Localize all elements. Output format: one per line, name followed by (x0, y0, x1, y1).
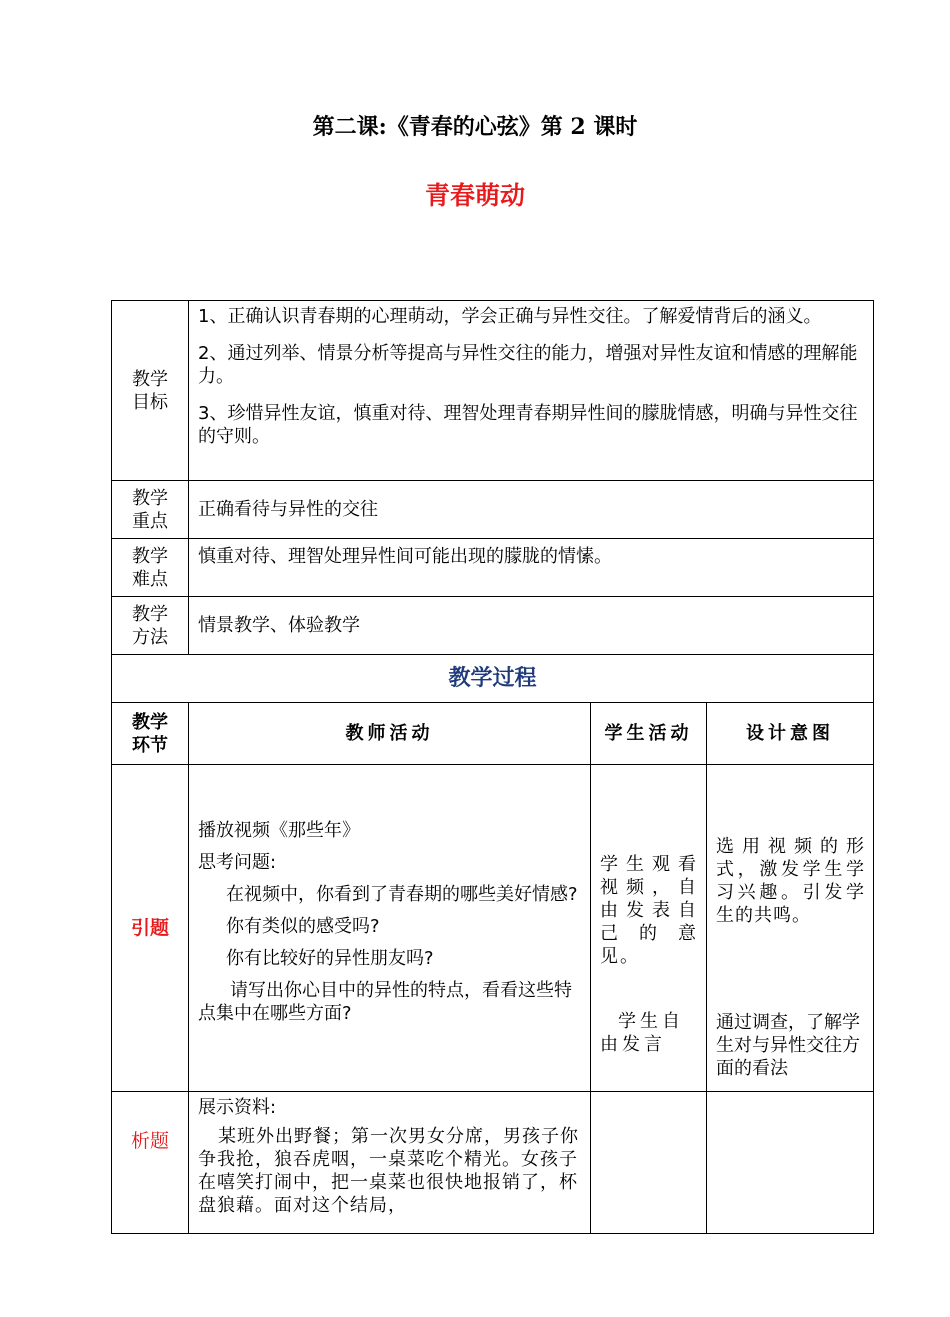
objectives-content (189, 301, 874, 481)
column-header-teacher: 教师活动 (189, 703, 591, 765)
teacher-line: 在视频中，你看到了青春期的哪些美好情感? (226, 884, 578, 905)
design-intent (707, 1092, 874, 1234)
teacher-line: 你有比较好的异性朋友吗? (226, 948, 434, 969)
student-activity (591, 1092, 707, 1234)
column-header-student: 学生活动 (591, 703, 707, 765)
teacher-line: 请写出你心目中的异性的特点，看看这些特点集中在哪些方面? (198, 980, 572, 1024)
process-row-intro (112, 765, 874, 1092)
key-points-row (112, 481, 874, 539)
process-title: 教学过程 (112, 655, 874, 703)
objective-item: 1、正确认识青春期的心理萌动，学会正确与异性交往。了解爱情背后的涵义。 (198, 306, 822, 327)
objective-item: 3、珍惜异性友谊，慎重对待、理智处理青春期异性间的朦胧情感，明确与异性交往的守则。 (198, 403, 858, 447)
teacher-line: 某班外出野餐；第一次男女分席，男孩子你争我抢，狼吞虎咽，一桌菜吃个精光。女孩子在嘻笑打闹中，把一桌菜也很快地报销了，杯盘狼藉。面对这个结局， (198, 1126, 579, 1216)
column-header-stage: 教学 环节 (112, 703, 189, 765)
difficulties-label: 教学 难点 (112, 539, 189, 597)
difficulties-row (112, 539, 874, 597)
document-title: 第二课:《青春的心弦》第 2 课时 (312, 114, 638, 140)
intent-line: 选用视频的形式，激发学生学习兴趣。引发学生的共鸣。 (716, 836, 866, 926)
key-points-value: 正确看待与异性的交往 (189, 481, 874, 539)
teacher-line: 展示资料: (198, 1097, 277, 1118)
student-activity (591, 765, 707, 1092)
student-line: 学生观看视频，自由发表自己的意见。 (600, 854, 698, 967)
key-points-label: 教学 重点 (112, 481, 189, 539)
objectives-label: 教学 目标 (112, 301, 189, 481)
intent-line: 通过调查，了解学生对与异性交往方面的看法 (716, 1012, 860, 1079)
process-title-row (112, 655, 874, 703)
teacher-activity (189, 765, 591, 1092)
difficulties-value: 慎重对待、理智处理异性间可能出现的朦胧的情愫。 (189, 539, 874, 597)
objectives-row (112, 301, 874, 481)
teacher-line: 播放视频《那些年》 (198, 820, 360, 841)
methods-label: 教学 方法 (112, 597, 189, 655)
lesson-plan-table (111, 300, 874, 1234)
methods-row (112, 597, 874, 655)
design-intent (707, 765, 874, 1092)
teacher-line: 思考问题: (198, 852, 277, 873)
stage-label: 引题 (112, 765, 189, 1092)
teacher-activity (189, 1092, 591, 1234)
student-line: 学生自由发言 (600, 1011, 684, 1055)
stage-label: 析题 (112, 1092, 189, 1234)
process-row-analysis (112, 1092, 874, 1234)
column-header-intent: 设计意图 (707, 703, 874, 765)
methods-value: 情景教学、体验教学 (189, 597, 874, 655)
objective-item: 2、通过列举、情景分析等提高与异性交往的能力，增强对异性友谊和情感的理解能力。 (198, 343, 858, 387)
lesson-subtitle: 青春萌动 (424, 181, 525, 210)
teacher-line: 你有类似的感受吗? (226, 916, 380, 937)
process-header-row (112, 703, 874, 765)
